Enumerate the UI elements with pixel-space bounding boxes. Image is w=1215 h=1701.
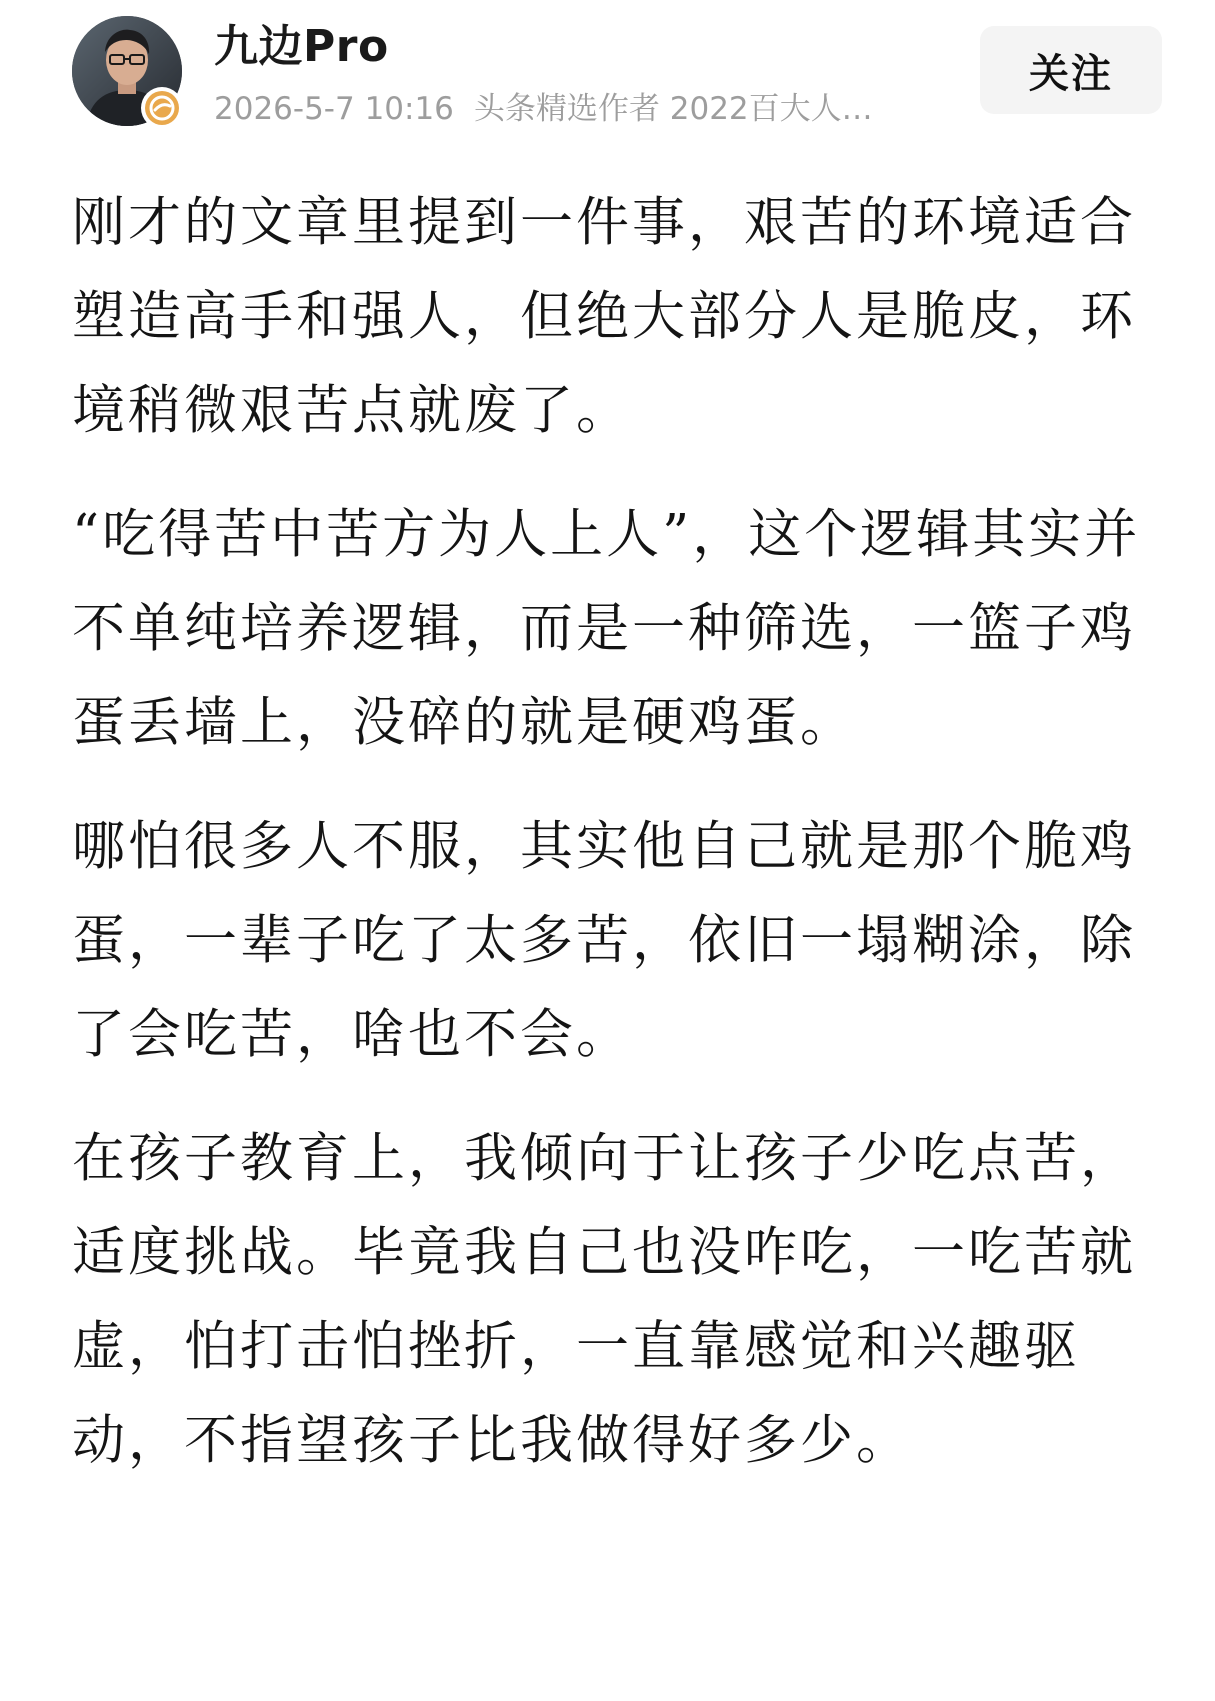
post-date: 2026-5-7 10:16	[214, 91, 454, 127]
follow-button[interactable]: 关注	[980, 26, 1162, 114]
article-body	[72, 176, 1142, 1518]
article-paragraph: 刚才的文章里提到一件事，艰苦的环境适合塑造高手和强人，但绝大部分人是脆皮，环境稍微艰苦点就废了。	[72, 192, 1136, 441]
article-paragraph: 在孩子教育上，我倾向于让孩子少吃点苦，适度挑战。毕竟我自己也没咋吃，一吃苦就虚，怕打击怕挫折，一直靠感觉和兴趣驱动，不指望孩子比我做得好多少。	[72, 1128, 1136, 1471]
post-meta	[214, 88, 934, 130]
article-paragraph: “吃得苦中苦方为人上人”，这个逻辑其实并不单纯培养逻辑，而是一种筛选，一篮子鸡蛋丢墙上，没碎的就是硬鸡蛋。	[72, 504, 1141, 753]
article-paragraph: 哪怕很多人不服，其实他自己就是那个脆鸡蛋，一辈子吃了太多苦，依旧一塌糊涂，除了会吃苦，啥也不会。	[72, 816, 1136, 1065]
article-header	[0, 0, 1215, 150]
author-tags: 头条精选作者 2022百大人…	[473, 91, 873, 127]
author-name[interactable]: 九边Pro	[214, 21, 389, 72]
verified-badge-icon	[141, 87, 183, 129]
